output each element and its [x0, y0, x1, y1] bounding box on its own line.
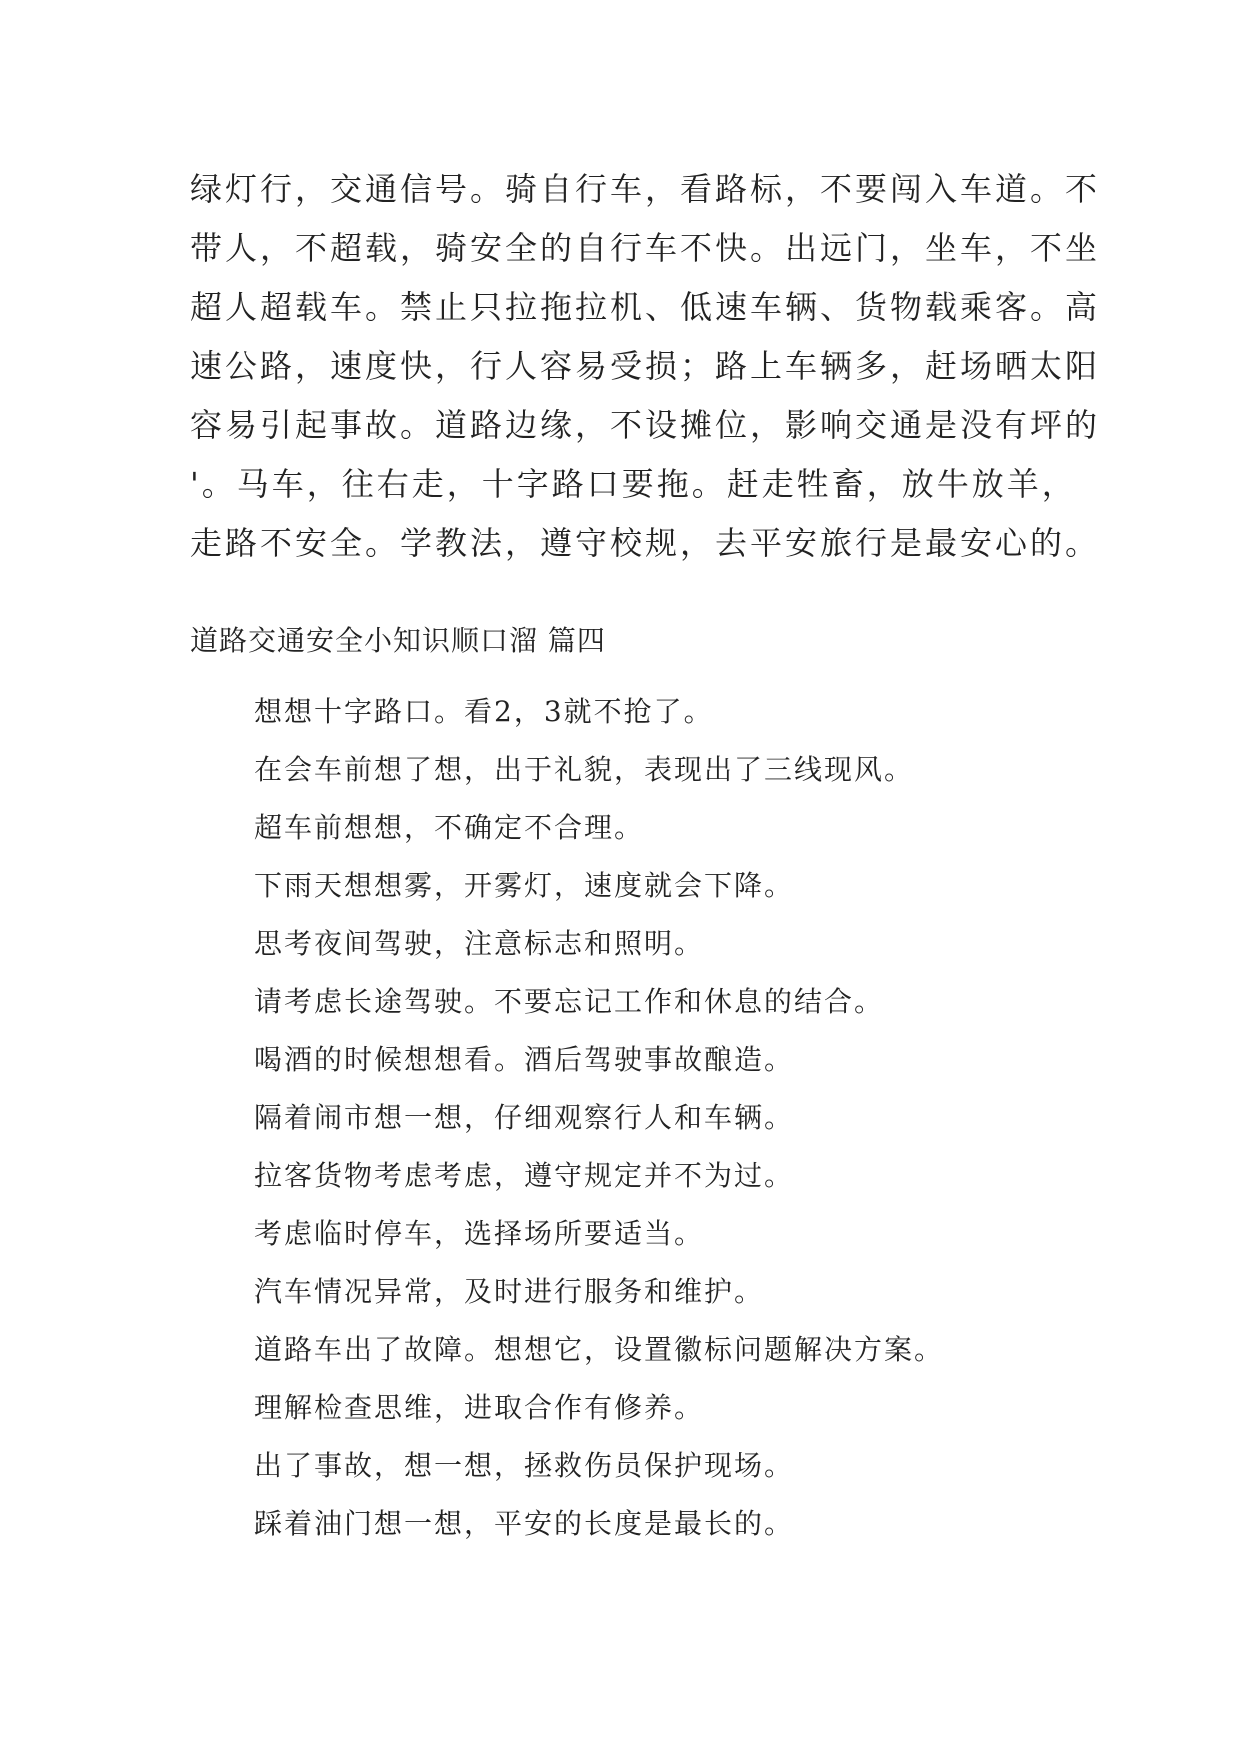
verse-line-10: 考虑临时停车，选择场所要适当。 — [254, 1217, 705, 1250]
verse-line-13: 理解检查思维，进取合作有修养。 — [254, 1391, 705, 1424]
intro-line-4: 速公路，速度快，行人容易受损；路上车辆多，赶场晒太阳 — [190, 347, 1101, 385]
verse-line-12: 道路车出了故障。想想它，设置徽标问题解决方案。 — [254, 1333, 945, 1366]
verse-line-8: 隔着闹市想一想，仔细观察行人和车辆。 — [254, 1101, 795, 1134]
verse-line-6: 请考虑长途驾驶。不要忘记工作和休息的结合。 — [254, 985, 885, 1018]
verse-line-14: 出了事故，想一想，拯救伤员保护现场。 — [254, 1449, 795, 1482]
verse-line-11: 汽车情况异常，及时进行服务和维护。 — [254, 1275, 765, 1308]
intro-line-2: 带人，不超载，骑安全的自行车不快。出远门，坐车，不坐 — [190, 229, 1101, 267]
intro-line-6: '。马车，往右走，十字路口要拖。赶走牲畜，放牛放羊， — [190, 465, 1077, 503]
verse-line-2: 在会车前想了想，出于礼貌，表现出了三线现风。 — [254, 753, 915, 786]
verse-list — [254, 683, 1104, 1553]
intro-line-7: 走路不安全。学教法，遵守校规，去平安旅行是最安心的。 — [190, 524, 1101, 562]
intro-line-5: 容易引起事故。道路边缘，不设摊位，影响交通是没有坪的 — [190, 406, 1101, 444]
verse-line-5: 思考夜间驾驶，注意标志和照明。 — [254, 927, 705, 960]
intro-line-3: 超人超载车。禁止只拉拖拉机、低速车辆、货物载乘客。高 — [190, 288, 1101, 326]
verse-line-3: 超车前想想，不确定不合理。 — [254, 811, 645, 844]
section-title: 道路交通安全小知识顺口溜 篇四 — [190, 624, 606, 657]
verse-line-1: 想想十字路口。看2，3就不抢了。 — [254, 695, 714, 728]
intro-line-1: 绿灯行，交通信号。骑自行车，看路标，不要闯入车道。不 — [190, 170, 1101, 208]
verse-line-9: 拉客货物考虑考虑，遵守规定并不为过。 — [254, 1159, 795, 1192]
verse-line-15: 踩着油门想一想，平安的长度是最长的。 — [254, 1507, 795, 1540]
intro-paragraph — [190, 160, 1101, 573]
verse-line-7: 喝酒的时候想想看。酒后驾驶事故酿造。 — [254, 1043, 795, 1076]
verse-line-4: 下雨天想想雾，开雾灯，速度就会下降。 — [254, 869, 795, 902]
